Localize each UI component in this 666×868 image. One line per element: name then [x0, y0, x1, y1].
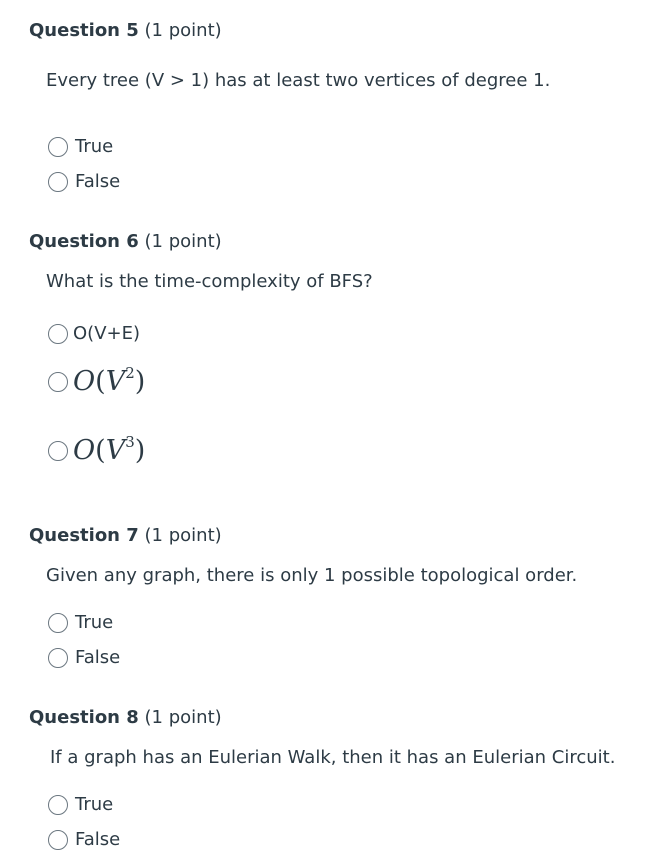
- variable-v: V: [105, 366, 126, 397]
- radio-button[interactable]: [48, 830, 68, 850]
- exponent: 2: [125, 364, 135, 382]
- question-7-option-true[interactable]: [48, 610, 113, 636]
- question-6-option-o-v-cubed[interactable]: [48, 434, 145, 468]
- question-8-header: [29, 707, 222, 729]
- radio-button[interactable]: [48, 324, 68, 344]
- question-5-option-false[interactable]: [48, 169, 120, 195]
- open-paren: (: [95, 366, 106, 397]
- option-label: True: [75, 136, 114, 157]
- close-paren: ): [134, 435, 146, 466]
- option-label: True: [75, 612, 114, 633]
- option-label: O(V+E): [73, 323, 140, 344]
- math-option-label: [73, 433, 146, 466]
- question-5-header: [29, 20, 222, 42]
- question-7-option-false[interactable]: [48, 645, 120, 671]
- question-title: Question 5: [29, 20, 139, 41]
- option-label: False: [75, 829, 121, 850]
- question-5-option-true[interactable]: [48, 134, 113, 160]
- question-6-option-o-v-squared[interactable]: [48, 365, 145, 399]
- variable-v: V: [105, 435, 126, 466]
- radio-button[interactable]: [48, 795, 68, 815]
- question-points: (1 point): [144, 20, 222, 41]
- radio-button[interactable]: [48, 441, 68, 461]
- question-8-text: If a graph has an Eulerian Walk, then it has an Eulerian Circuit.: [50, 747, 616, 768]
- math-option-label: [73, 364, 146, 397]
- question-6-text: What is the time-complexity of BFS?: [46, 271, 373, 292]
- question-7-header: [29, 525, 222, 547]
- question-5-text: Every tree (V > 1) has at least two vertices of degree 1.: [46, 70, 551, 91]
- question-points: (1 point): [144, 707, 222, 728]
- question-title: Question 8: [29, 707, 139, 728]
- question-7-text: Given any graph, there is only 1 possible topological order.: [46, 565, 578, 586]
- radio-button[interactable]: [48, 137, 68, 157]
- question-points: (1 point): [144, 525, 222, 546]
- big-o: O: [73, 366, 96, 397]
- radio-button[interactable]: [48, 372, 68, 392]
- question-title: Question 6: [29, 231, 139, 252]
- radio-button[interactable]: [48, 172, 68, 192]
- big-o: O: [73, 435, 96, 466]
- question-title: Question 7: [29, 525, 139, 546]
- exponent: 3: [125, 433, 135, 451]
- question-6-option-o-v-plus-e[interactable]: [48, 321, 140, 347]
- open-paren: (: [95, 435, 106, 466]
- close-paren: ): [134, 366, 146, 397]
- radio-button[interactable]: [48, 648, 68, 668]
- option-label: False: [75, 171, 121, 192]
- question-points: (1 point): [144, 231, 222, 252]
- radio-button[interactable]: [48, 613, 68, 633]
- question-6-header: [29, 231, 222, 253]
- option-label: True: [75, 794, 114, 815]
- question-8-option-true[interactable]: [48, 792, 113, 818]
- option-label: False: [75, 647, 121, 668]
- question-8-option-false[interactable]: [48, 827, 120, 853]
